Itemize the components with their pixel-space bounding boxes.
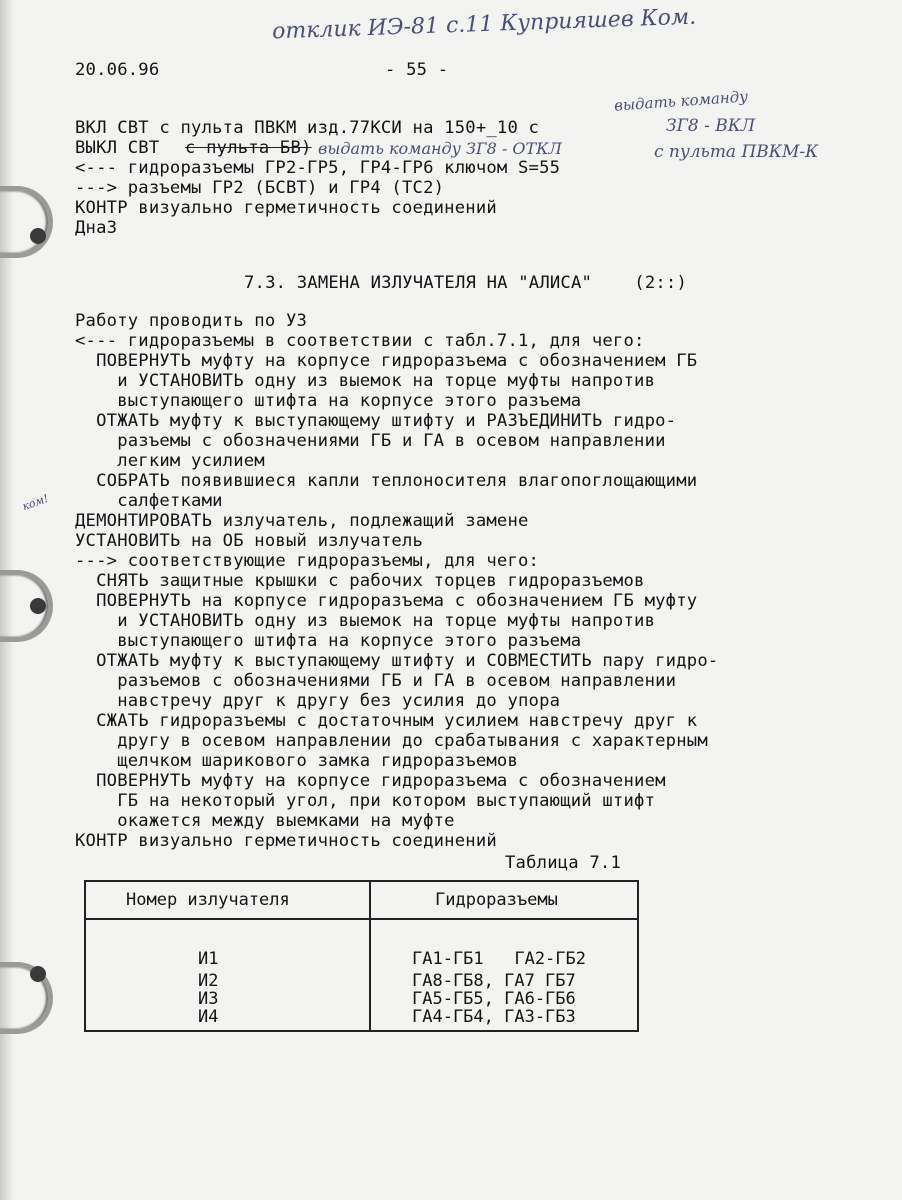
table-cell: ГА5-ГБ5, ГА6-ГБ6 (412, 989, 576, 1009)
text-line: навстречу друг к другу без усилия до упора (75, 691, 561, 711)
table-header: Гидроразъемы (435, 890, 558, 910)
table-cell: И4 (198, 1007, 219, 1027)
text-line: ---> разъемы ГР2 (БСВТ) и ГР4 (ТС2) (75, 178, 445, 198)
text-line: ДЕМОНТИРОВАТЬ излучатель, подлежащий замене (75, 511, 529, 531)
table-cell: ГА4-ГБ4, ГА3-ГБ3 (412, 1007, 576, 1027)
text-line: УСТАНОВИТЬ на ОБ новый излучатель (75, 531, 424, 551)
text-line: КОНТР визуально герметичность соединений (75, 831, 497, 851)
emitter-connector-table (84, 880, 639, 1032)
text-line: ---> соответствующие гидроразъемы, для чего: (75, 551, 540, 571)
punch-hole (30, 228, 46, 244)
text-line: ПОВЕРНУТЬ муфту на корпусе гидроразъема с обозначением ГБ (75, 351, 698, 371)
table-divider (369, 882, 371, 1030)
text-line: ПОВЕРНУТЬ на корпусе гидроразъема с обозначением ГБ муфту (75, 591, 698, 611)
punch-hole (30, 598, 46, 614)
text-line: ГБ на некоторый угол, при котором выступающий штифт (75, 791, 656, 811)
text-line: легким усилием (75, 451, 265, 471)
text-line: другу в осевом направлении до срабатывания с характерным (75, 731, 708, 751)
text-line: ОТЖАТЬ муфту к выступающему штифту и РАЗЪЕДИНИТЬ гидро- (75, 411, 677, 431)
handwritten-left-note: ком! (20, 491, 51, 514)
table-cell: ГА1-ГБ1 ГА2-ГБ2 (412, 949, 586, 969)
table-caption: Таблица 7.1 (505, 853, 622, 873)
text-line: СНЯТЬ защитные крышки с рабочих торцев гидроразъемов (75, 571, 645, 591)
text-line: и УСТАНОВИТЬ одну из выемок на торце муфты напротив (75, 611, 656, 631)
table-cell: И3 (198, 989, 219, 1009)
handwritten-margin-note: выдать команду (613, 87, 749, 115)
document-date: 20.06.96 (75, 60, 160, 80)
text-line: разъемы с обозначениями ГБ и ГА в осевом направлении (75, 431, 666, 451)
text-line: СОБРАТЬ появившиеся капли теплоносителя влагопоглощающими (75, 471, 698, 491)
text-line: СЖАТЬ гидроразъемы с достаточным усилием навстречу друг к (75, 711, 698, 731)
handwritten-margin-note: ЗГ8 - ВКЛ (666, 116, 756, 136)
text-line: ДнаЗ (75, 218, 118, 238)
table-cell: И1 (198, 949, 219, 969)
text-line: КОНТР визуально герметичность соединений (75, 198, 497, 218)
text-line: щелчком шарикового замка гидроразъемов (75, 751, 519, 771)
section-title: 7.3. ЗАМЕНА ИЗЛУЧАТЕЛЯ НА "АЛИСА" (2::) (244, 273, 688, 293)
text-line: ВКЛ СВТ с пульта ПВКМ изд.77КСИ на 150+_10 с (75, 118, 540, 138)
text-line: окажется между выемками на муфте (75, 811, 455, 831)
handwritten-inline-note: выдать команду ЗГ8 - ОТКЛ (318, 139, 562, 158)
text-line: выступающего штифта на корпусе этого разъема (75, 391, 582, 411)
text-line: ВЫКЛ СВТ (75, 138, 160, 158)
table-divider (86, 918, 637, 920)
text-line: выступающего штифта на корпусе этого разъема (75, 631, 582, 651)
page-number: - 55 - (385, 60, 449, 80)
table-cell: ГА8-ГБ8, ГА7 ГБ7 (412, 971, 576, 991)
text-line: разъемов с обозначениями ГБ и ГА в осевом направлении (75, 671, 677, 691)
text-line: ОТЖАТЬ муфту к выступающему штифту и СОВМЕСТИТЬ пару гидро- (75, 651, 719, 671)
text-line: и УСТАНОВИТЬ одну из выемок на торце муфты напротив (75, 371, 656, 391)
handwritten-margin-note: с пульта ПВКМ-К (654, 142, 819, 162)
text-line: <--- гидроразъемы в соответствии с табл.7.1, для чего: (75, 331, 645, 351)
struck-text: с пульта БВ) (185, 138, 312, 158)
table-cell: И2 (198, 971, 219, 991)
text-line: <--- гидроразъемы ГР2-ГР5, ГР4-ГР6 ключом S=55 (75, 158, 561, 178)
punch-hole (30, 966, 46, 982)
text-line: Работу проводить по УЗ (75, 311, 308, 331)
text-line: ПОВЕРНУТЬ муфту на корпусе гидроразъема с обозначением (75, 771, 666, 791)
text-line: салфетками (75, 491, 223, 511)
binder-ring-icon (0, 186, 53, 258)
handwritten-top-note: отклик ИЭ-81 с.11 Куприяшев Ком. (271, 4, 697, 45)
table-header: Номер излучателя (126, 890, 290, 910)
